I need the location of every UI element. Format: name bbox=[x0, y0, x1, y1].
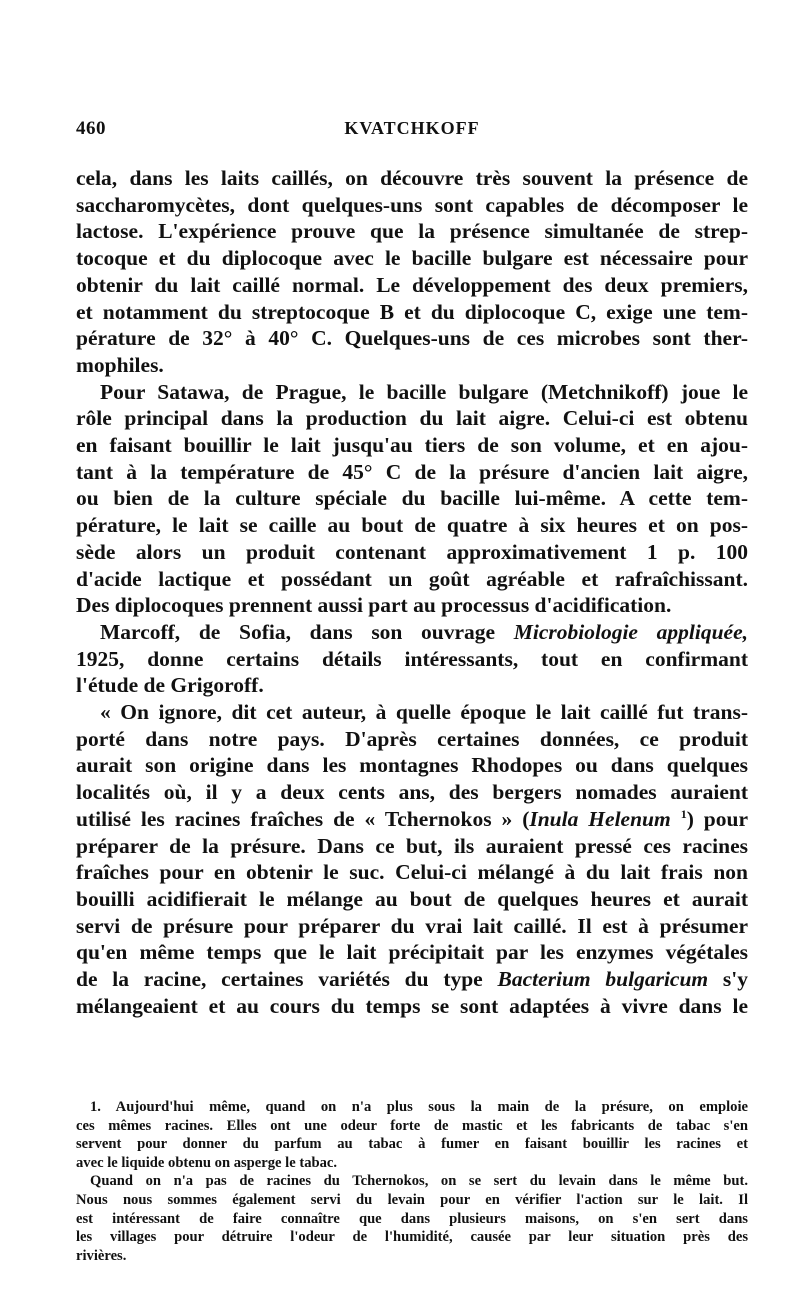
footnote-line: Nous nous sommes également servi du levain pour en vérifier l'action sur le lait. Il bbox=[76, 1191, 748, 1208]
text-run: Marcoff, de Sofia, dans son ouvrage bbox=[100, 619, 514, 644]
footnote-line: 1. Aujourd'hui même, quand on n'a plus sous la main de la présure, on emploie bbox=[90, 1099, 748, 1115]
text-line: et notamment du streptocoque B et du diplocoque C, exige une tem- bbox=[76, 299, 748, 324]
paragraph-4 bbox=[76, 699, 748, 1019]
text-line: aurait son origine dans les montagnes Rhodopes ou dans quelques bbox=[76, 753, 748, 778]
text-line: obtenir du lait caillé normal. Le développement des deux premiers, bbox=[76, 272, 748, 297]
text-line: « On ignore, dit cet auteur, à quelle époque le lait caillé fut trans- bbox=[100, 700, 748, 725]
text-line: lactose. L'expérience prouve que la présence simultanée de strep- bbox=[76, 219, 748, 244]
text-line: d'acide lactique et possédant un goût agréable et rafraîchissant. bbox=[76, 566, 748, 591]
running-head: KVATCHKOFF bbox=[344, 118, 480, 138]
text-line: bouilli acidifierait le mélange au bout de quelques heures et aurait bbox=[76, 886, 748, 911]
text-line: sède alors un produit contenant approximativement 1 p. 100 bbox=[76, 539, 748, 564]
text-line: servi de présure pour préparer du vrai lait caillé. Il est à présumer bbox=[76, 913, 748, 938]
species-name: Bacterium bulgaricum bbox=[497, 967, 709, 992]
footnote-line: avec le liquide obtenu on asperge le tabac. bbox=[76, 1154, 338, 1171]
text-line bbox=[76, 806, 748, 833]
text-line bbox=[76, 966, 748, 993]
text-line: fraîches pour en obtenir le suc. Celui-ci mélangé à du lait frais non bbox=[76, 860, 748, 885]
text-line: Pour Satawa, de Prague, le bacille bulgare (Metchnikoff) joue le bbox=[100, 379, 748, 404]
text-line: tant à la température de 45° C de la présure d'ancien lait aigre, bbox=[76, 459, 748, 484]
footnote-line: rivières. bbox=[76, 1247, 127, 1264]
text-line bbox=[76, 619, 748, 646]
paragraph-3 bbox=[76, 619, 748, 699]
footnotes bbox=[76, 1098, 748, 1265]
footnote-line: est intéressant de faire connaître que dans plusieurs maisons, on s'en sert dans bbox=[76, 1210, 748, 1227]
text-line: rôle principal dans la production du lait aigre. Celui-ci est obtenu bbox=[76, 406, 748, 431]
text-line: porté dans notre pays. D'après certaines données, ce produit bbox=[76, 726, 748, 751]
paragraph-1 bbox=[76, 165, 748, 379]
footnote-1 bbox=[76, 1098, 748, 1172]
footnote-line: Quand on n'a pas de racines du Tchernokos, on se sert du levain dans le même but. bbox=[90, 1173, 748, 1190]
paragraph-2 bbox=[76, 379, 748, 619]
text-line: pérature, le lait se caille au bout de quatre à six heures et on pos- bbox=[76, 513, 748, 538]
footnote-line: servent pour donner du parfum au tabac à fumer en faisant bouillir les racines et bbox=[76, 1136, 748, 1153]
footnote-1-continued bbox=[76, 1172, 748, 1265]
species-name: Inula Helenum bbox=[529, 806, 671, 831]
text-line: qu'en même temps que le lait précipitait par les enzymes végétales bbox=[76, 940, 748, 965]
page-header bbox=[76, 118, 748, 148]
text-line: pérature de 32° à 40° C. Quelques-uns de ces microbes sont ther- bbox=[76, 326, 748, 351]
text-line: 1925, donne certains détails intéressants, tout en confirmant bbox=[76, 646, 748, 671]
text-line: cela, dans les laits caillés, on découvre très souvent la présence de bbox=[76, 166, 748, 190]
text-line: mophiles. bbox=[76, 352, 164, 377]
footnote-line: les villages pour détruire l'odeur de l'humidité, causée par leur situation près des bbox=[76, 1229, 748, 1246]
text-run: de la racine, certaines variétés du type bbox=[76, 967, 498, 992]
text-line: localités où, il y a deux cents ans, des bergers nomades auraient bbox=[76, 780, 748, 805]
text-line: tocoque et du diplocoque avec le bacille bulgare est nécessaire pour bbox=[76, 246, 748, 271]
body-text bbox=[76, 165, 748, 1020]
text-run: ) pour bbox=[686, 806, 748, 831]
text-line: ou bien de la culture spéciale du bacille lui-même. A cette tem- bbox=[76, 486, 748, 511]
text-line: saccharomycètes, dont quelques-uns sont capables de décomposer le bbox=[76, 192, 748, 217]
footnote-line: ces mêmes racines. Elles ont une odeur forte de mastic et les fabricants de tabac s'en bbox=[76, 1117, 748, 1134]
text-line: en faisant bouillir le lait jusqu'au tiers de son volume, et en ajou- bbox=[76, 433, 748, 458]
text-line: préparer de la présure. Dans ce but, ils auraient pressé ces racines bbox=[76, 833, 748, 858]
book-title: Microbiologie appliquée, bbox=[513, 619, 748, 644]
footnote-marker: 1 bbox=[680, 806, 687, 821]
text-line: mélangeaient et au cours du temps se sont adaptées à vivre dans le bbox=[76, 993, 748, 1018]
text-line: Des diplocoques prennent aussi part au processus d'acidification. bbox=[76, 593, 672, 618]
text-run: utilisé les racines fraîches de « Tchernokos » ( bbox=[76, 806, 530, 831]
page-number: 460 bbox=[76, 118, 106, 139]
text-run: s'y bbox=[708, 967, 748, 992]
text-line: l'étude de Grigoroff. bbox=[76, 673, 264, 698]
